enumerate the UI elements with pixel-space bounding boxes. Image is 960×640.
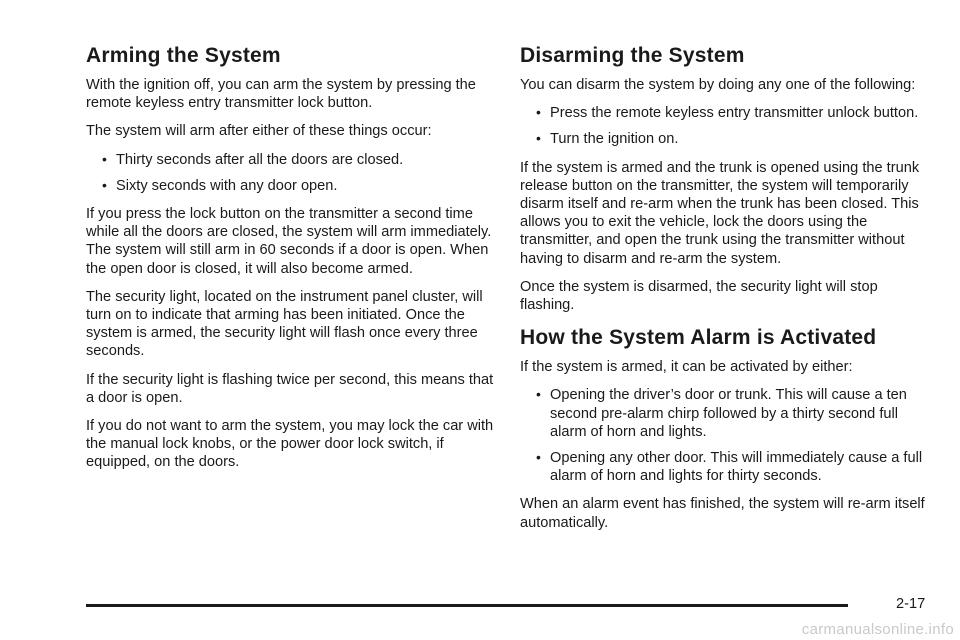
bullet-list xyxy=(520,386,928,485)
list-item: • Press the remote keyless entry transmitter unlock button. xyxy=(536,104,919,122)
paragraph: The system will arm after either of these things occur: xyxy=(86,123,432,140)
bullet-icon: • xyxy=(536,386,541,403)
bullet-list xyxy=(520,104,928,148)
paragraph: If you press the lock button on the transmitter a second time while all the doors are closed, the system will arm immediately. The system will still arm in 60 seconds if a door is open. When the open door is closed, it will also become armed. xyxy=(86,206,492,277)
bullet-icon: • xyxy=(536,449,541,466)
bullet-icon: • xyxy=(102,150,107,167)
bullet-icon: • xyxy=(102,176,107,193)
paragraph: You can disarm the system by doing any one of the following: xyxy=(520,77,916,93)
list-item: • Opening any other door. This will immediately cause a full alarm of horn and lights for thirty seconds. xyxy=(536,449,923,485)
list-item: • Thirty seconds after all the doors are closed. xyxy=(102,150,404,168)
right-column xyxy=(520,44,928,542)
page-number: 2-17 xyxy=(896,596,926,612)
bullet-icon: • xyxy=(536,104,541,121)
section-heading-alarm-activated: How the System Alarm is Activated xyxy=(520,326,877,350)
paragraph: If the system is armed, it can be activated by either: xyxy=(520,359,853,376)
bullet-list xyxy=(86,151,496,195)
left-column xyxy=(86,44,496,482)
list-item: • Opening the driver’s door or trunk. This will cause a ten second pre-alarm chirp followed by a thirty second full alarm of horn and lights. xyxy=(536,386,907,440)
paragraph: Once the system is disarmed, the security light will stop flashing. xyxy=(520,278,878,314)
watermark: carmanualsonline.info xyxy=(801,621,954,638)
paragraph: The security light, located on the instrument panel cluster, will turn on to indicate that arming has been initiated. Once the system is armed, the security light will flash once every three seconds. xyxy=(86,288,483,360)
paragraph: If the security light is flashing twice per second, this means that a door is open. xyxy=(86,371,494,406)
paragraph: If you do not want to arm the system, you may lock the car with the manual lock knobs, or the power door lock switch, if equipped, on the doors. xyxy=(86,418,494,471)
paragraph: With the ignition off, you can arm the system by pressing the remote keyless entry transmitter lock button. xyxy=(86,77,476,112)
list-item: • Sixty seconds with any door open. xyxy=(102,176,338,194)
paragraph: If the system is armed and the trunk is opened using the trunk release button on the transmitter, the system will temporarily disarm itself and re-arm when the trunk has been closed. This allows you to exit the vehicle, lock the doors using the transmitter, and open the trunk using the transmitter without having to disarm and re-arm the system. xyxy=(520,159,920,267)
list-item: • Turn the ignition on. xyxy=(536,130,679,148)
footer-rule xyxy=(86,604,848,607)
section-heading-arming: Arming the System xyxy=(86,44,281,67)
paragraph: When an alarm event has finished, the system will re-arm itself automatically. xyxy=(520,496,925,531)
section-heading-disarming: Disarming the System xyxy=(520,44,745,67)
bullet-icon: • xyxy=(536,130,541,147)
